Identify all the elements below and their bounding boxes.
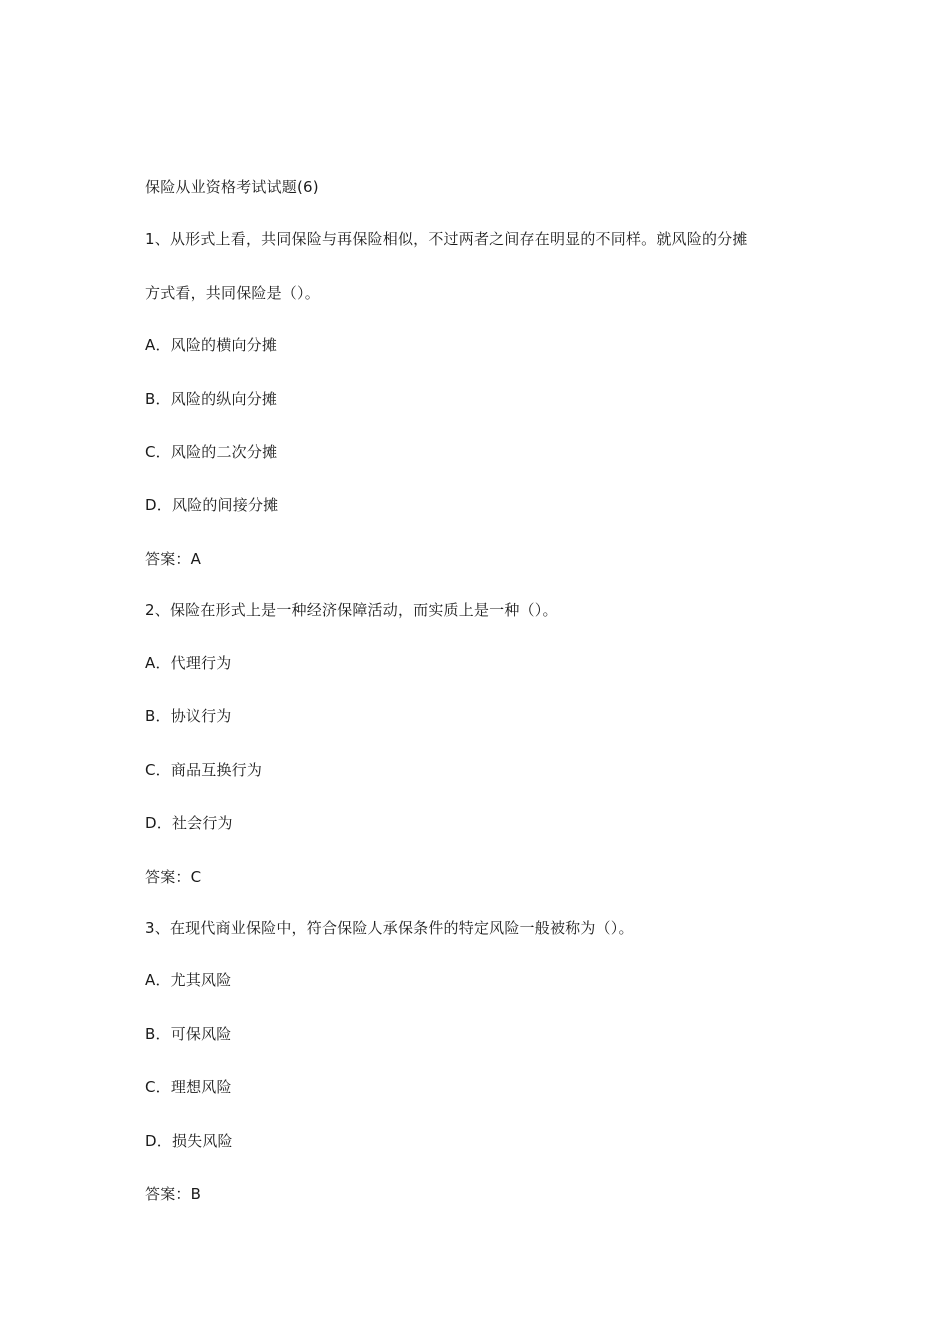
question-2-option-b: B．协议行为 [145, 707, 232, 725]
question-2-option-c: C．商品互换行为 [145, 761, 263, 779]
question-1-option-a: A．风险的横向分摊 [145, 336, 278, 354]
question-1-option-b: B．风险的纵向分摊 [145, 390, 278, 408]
question-2-stem: 2、保险在形式上是一种经济保障活动，而实质上是一种（）。 [145, 601, 558, 619]
question-1-option-d: D．风险的间接分摊 [145, 496, 279, 514]
question-1-option-c: C．风险的二次分摊 [145, 443, 278, 461]
question-3-stem: 3、在现代商业保险中，符合保险人承保条件的特定风险一般被称为（）。 [145, 919, 634, 937]
question-3-option-a: A．尤其风险 [145, 971, 232, 989]
question-1-answer: 答案：A [145, 550, 202, 568]
question-2-option-d: D．社会行为 [145, 814, 233, 832]
question-1-stem-line-2: 方式看，共同保险是（）。 [145, 284, 320, 302]
question-3-answer: 答案：B [145, 1185, 202, 1203]
question-3-option-b: B．可保风险 [145, 1025, 232, 1043]
document-title: 保险从业资格考试试题(6) [145, 178, 319, 196]
question-3-option-d: D．损失风险 [145, 1132, 233, 1150]
question-1-stem-line-1: 1、从形式上看，共同保险与再保险相似，不过两者之间存在明显的不同样。就风险的分摊 [145, 230, 748, 248]
question-2-answer: 答案：C [145, 868, 202, 886]
question-3-option-c: C．理想风险 [145, 1078, 232, 1096]
question-2-option-a: A．代理行为 [145, 654, 232, 672]
